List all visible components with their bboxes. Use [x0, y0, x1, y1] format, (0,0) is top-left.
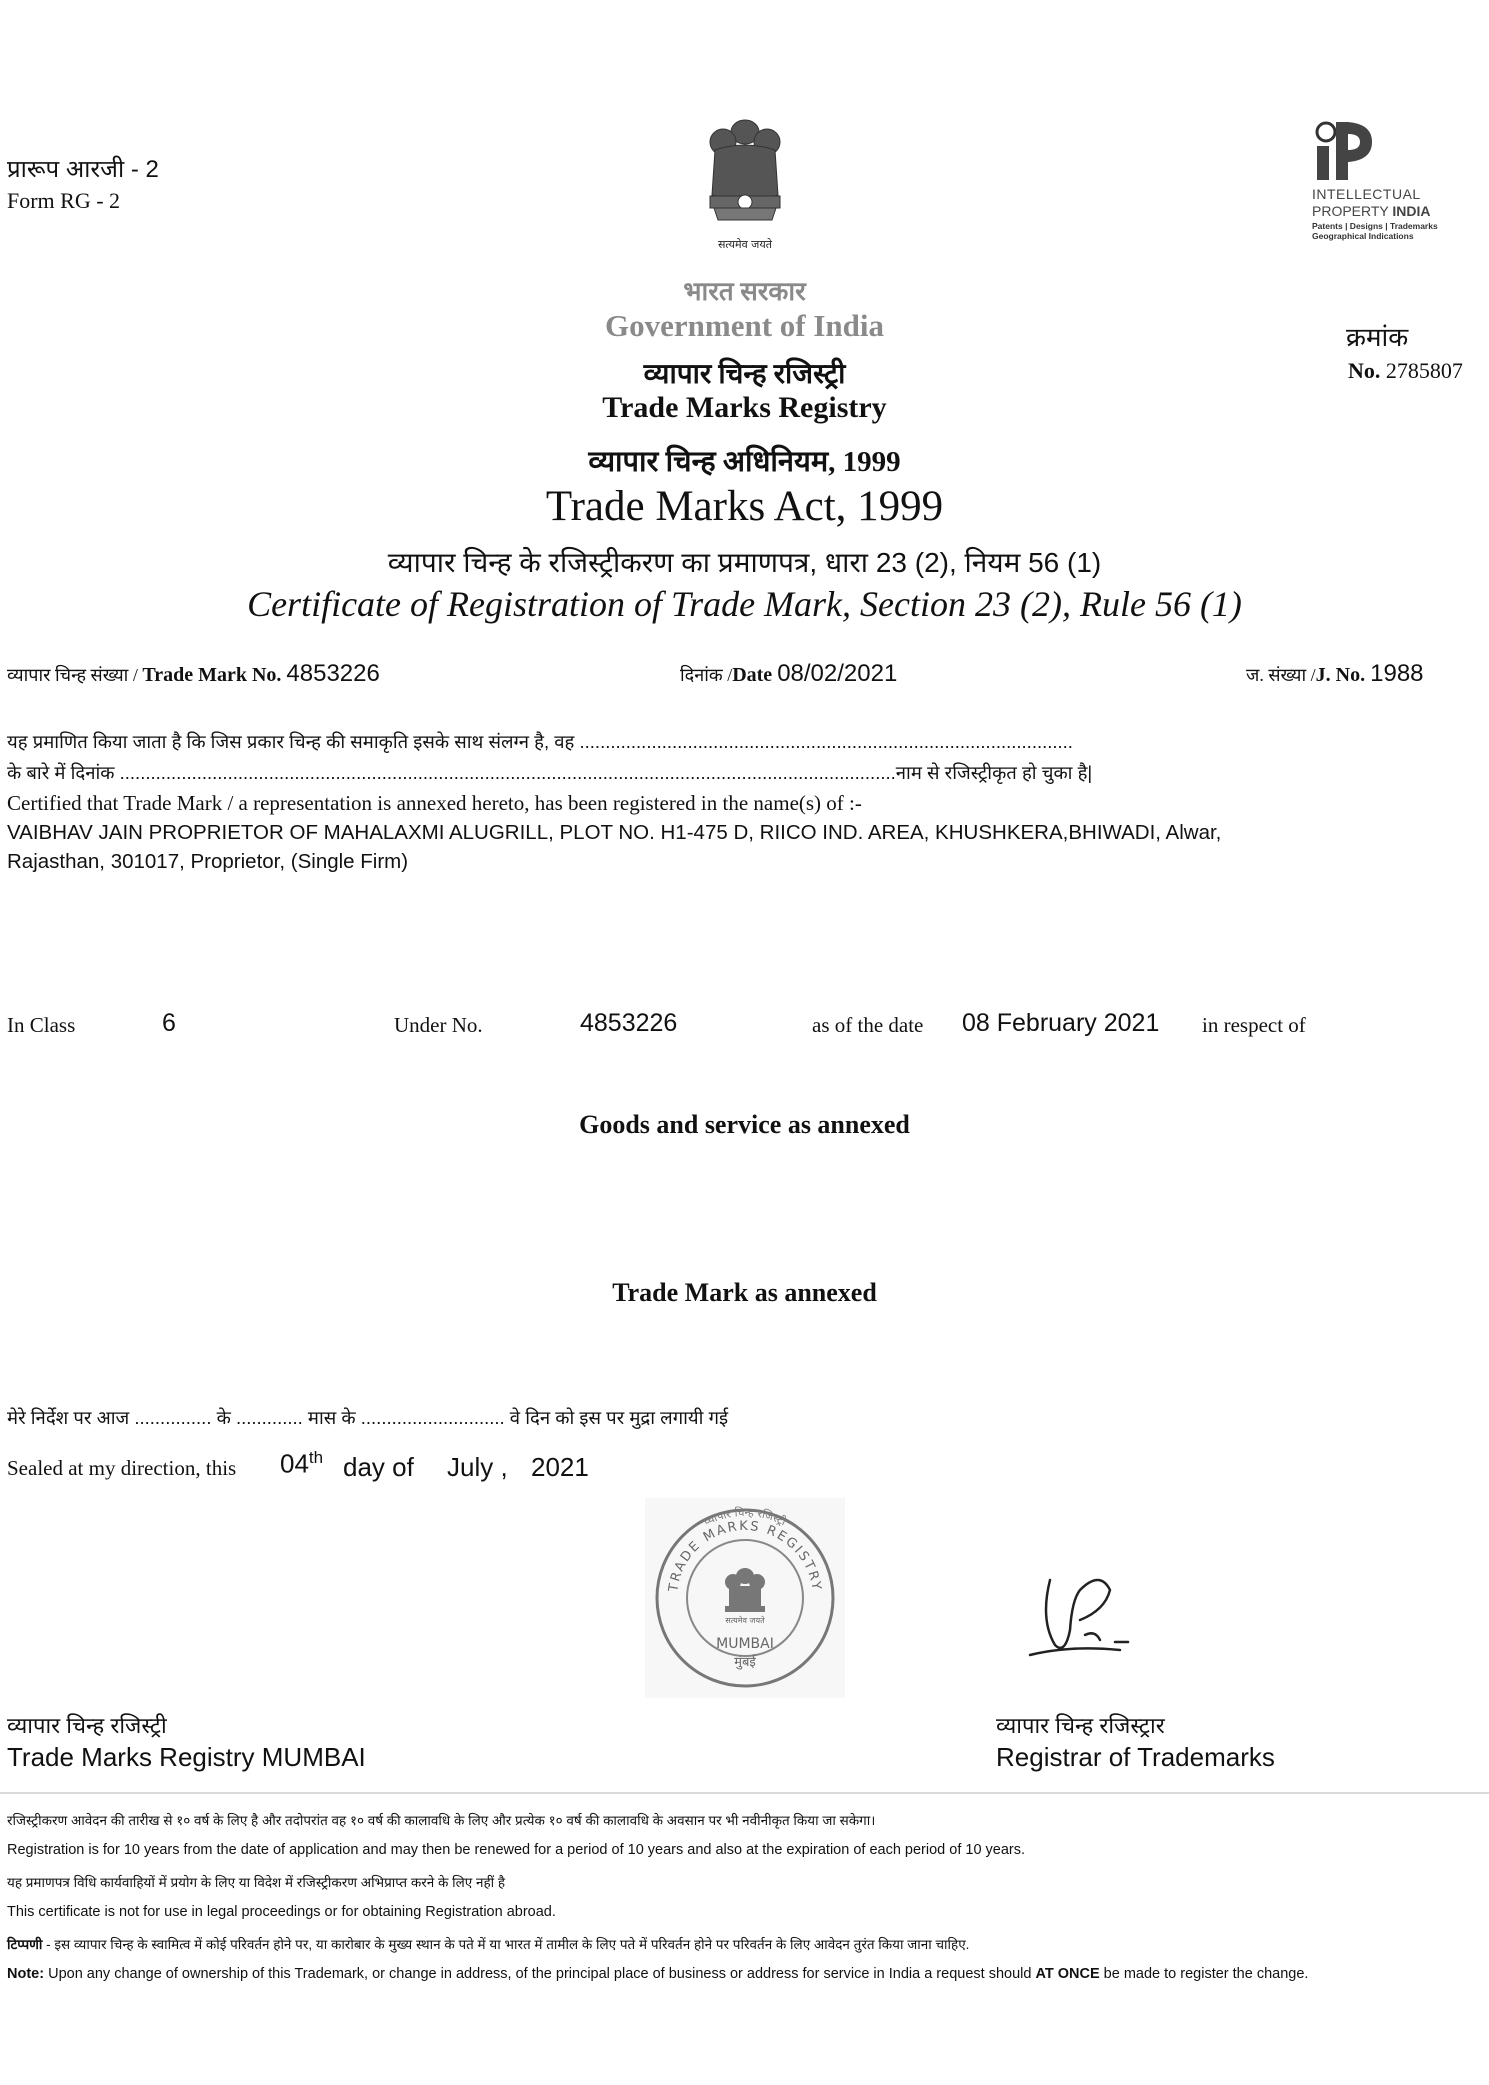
sealed-day-of: day of [343, 1452, 414, 1482]
note-renewal-hindi: रजिस्ट्रीकरण आवेदन की तारीख से १० वर्ष के लिए है और तदोपरांत वह १० वर्ष की कालावधि के लिए और प्रत्येक १० वर्ष की कालावधि के अवसान पर भी नवीनीकृत किया जा सकेगा। [7, 1813, 876, 1828]
registrar-footer-english: Registrar of Trademarks [996, 1742, 1275, 1772]
seal-text-top: TRADE MARKS REGISTRY [666, 1518, 824, 1593]
registration-date: दिनांक /Date 08/02/2021 [680, 660, 898, 687]
sealed-year: 2021 [531, 1452, 589, 1482]
class-value: 6 [162, 1009, 176, 1037]
ip-logo-line3: Patents | Designs | Trademarks [1312, 221, 1438, 231]
certify-english: Certified that Trade Mark / a representation is annexed hereto, has been registered in the name(s) of :- [7, 791, 862, 815]
form-label-english: Form RG - 2 [7, 188, 121, 213]
sealed-month: July , [447, 1452, 508, 1482]
journal-number: ज. संख्या /J. No. 1988 [1246, 660, 1424, 687]
trade-mark-number: व्यापार चिन्ह संख्या / Trade Mark No. 4853226 [7, 660, 380, 687]
note-legal-hindi: यह प्रमाणपत्र विधि कार्यवाहियों में प्रयोग के लिए या विदेश में रजिस्ट्रीकरण अभिप्राप्त करने के लिए नहीं है [7, 1875, 506, 1890]
sealed-label: Sealed at my direction, this [7, 1456, 237, 1480]
note-renewal-english: Registration is for 10 years from the date of application and may then be renewed for a period of 10 years and also at the expiration of each period of 10 years. [7, 1842, 1026, 1858]
note-legal-english: This certificate is not for use in legal proceedings or for obtaining Registration abroad. [7, 1904, 556, 1920]
registry-footer-english: Trade Marks Registry MUMBAI [7, 1742, 366, 1772]
note-change-hindi: टिप्पणी - इस व्यापार चिन्ह के स्वामित्व में कोई परिवर्तन होने पर, या कारोबार के मुख्य स्थान के पते में या भारत में तामील के लिए पते में परिवर्तन होने पर परिवर्तन के लिए आवेदन तुरंत किया जाना चाहिए. [7, 1937, 970, 1952]
ip-logo-line4: Geographical Indications [1312, 231, 1414, 241]
proprietor-line2: Rajasthan, 301017, Proprietor, (Single Firm) [7, 850, 409, 873]
certificate-title-english: Certificate of Registration of Trade Mark, Section 23 (2), Rule 56 (1) [247, 584, 1242, 624]
ip-logo-line2: PROPERTY INDIA [1312, 203, 1431, 219]
seal-city: MUMBAI [716, 1636, 774, 1652]
ip-india-logo-icon [1314, 120, 1374, 182]
in-respect-of-label: in respect of [1202, 1013, 1306, 1037]
footer-divider [0, 1792, 1489, 1794]
national-emblem-icon [690, 110, 800, 255]
certificate-title-hindi: व्यापार चिन्ह के रजिस्ट्रीकरण का प्रमाणपत्र, धारा 23 (2), नियम 56 (1) [387, 547, 1102, 578]
as-of-date-label: as of the date [812, 1013, 924, 1037]
gov-hindi: भारत सरकार [683, 277, 806, 306]
serial-label-hindi: क्रमांक [1346, 322, 1409, 352]
serial-number: No. 2785807 [1348, 358, 1463, 383]
seal-motto: सत्यमेव जयते [725, 1616, 765, 1625]
as-of-date-value: 08 February 2021 [962, 1009, 1160, 1037]
certify-hindi-line1: यह प्रमाणित किया जाता है कि जिस प्रकार चिन्ह की समाकृति इसके साथ संलग्न है, वह ................................................................................................ [7, 731, 1073, 752]
act-hindi: व्यापार चिन्ह अधिनियम, 1999 [588, 446, 901, 478]
form-label-hindi: प्रारूप आरजी - 2 [7, 156, 159, 183]
class-label: In Class [7, 1013, 76, 1037]
sealed-day: 04th [280, 1448, 324, 1479]
direction-hindi: मेरे निर्देश पर आज ............... के ............. मास के ............................ वे दिन को इस पर मुद्रा लगायी गई [7, 1407, 729, 1428]
proprietor-line1: VAIBHAV JAIN PROPRIETOR OF MAHALAXMI ALUGRILL, PLOT NO. H1-475 D, RIICO IND. AREA, KHUSHKERA,BHIWADI, Alwar, [7, 821, 1222, 844]
registry-seal-icon [645, 1498, 845, 1698]
seal-text-hindi: व्यापार चिन्ह रजिस्ट्री [702, 1505, 789, 1529]
trade-mark-annexed: Trade Mark as annexed [612, 1278, 877, 1307]
ip-india-logo [1312, 120, 1482, 250]
act-english: Trade Marks Act, 1999 [545, 483, 944, 530]
registrar-footer-hindi: व्यापार चिन्ह रजिस्ट्रार [996, 1713, 1165, 1738]
gov-english: Government of India [605, 308, 884, 343]
goods-annexed: Goods and service as annexed [579, 1110, 910, 1139]
emblem-motto: सत्यमेव जयते [717, 238, 773, 251]
registry-footer-hindi: व्यापार चिन्ह रजिस्ट्री [7, 1713, 167, 1738]
note-change-english: Note: Upon any change of ownership of this Trademark, or change in address, of the principal place of business or address for service in India a request should AT ONCE be made to register the change. [7, 1966, 1309, 1982]
under-no-label: Under No. [394, 1013, 483, 1037]
certify-hindi-line2: के बारे में दिनांक .......................................................................................................................................................नाम से रजिस्ट्रीकृत हो चुका है| [7, 762, 1093, 783]
under-no-value: 4853226 [580, 1009, 678, 1037]
ip-logo-line1: INTELLECTUAL [1312, 186, 1421, 202]
registrar-signature-icon [1010, 1560, 1150, 1685]
registry-hindi: व्यापार चिन्ह रजिस्ट्री [643, 359, 846, 390]
seal-city-hindi: मुंबई [734, 1655, 756, 1670]
registry-english: Trade Marks Registry [602, 391, 887, 424]
